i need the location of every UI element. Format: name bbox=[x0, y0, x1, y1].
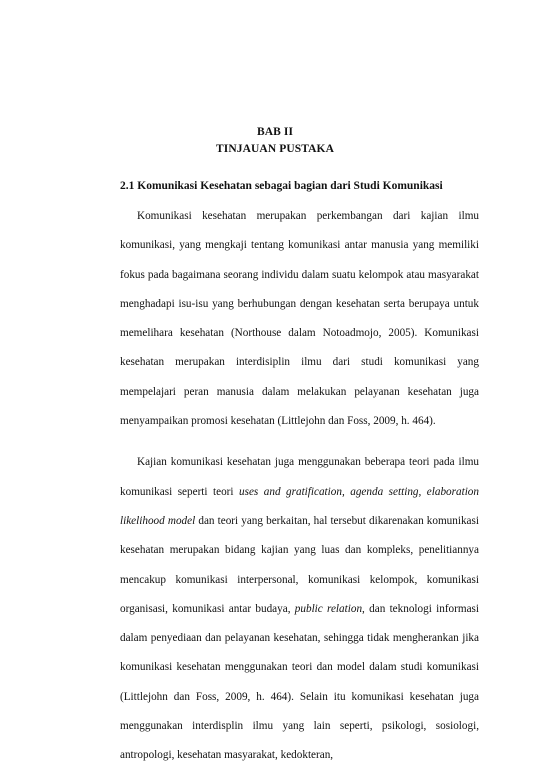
paragraph-2-text-1: Kajian komunikasi kesehatan juga menggunakan beberapa teori pada ilmu komunikasi seperti teori bbox=[120, 456, 479, 498]
chapter-title: TINJAUAN PUSTAKA bbox=[216, 143, 334, 155]
paragraph-2-italic-public-relation: public relation bbox=[294, 602, 363, 615]
paragraph-2-italic-theories: uses and gratification, agenda setting, elaboration likelihood model bbox=[120, 485, 479, 527]
paragraph-1: Komunikasi kesehatan merupakan perkembangan dari kajian ilmu komunikasi, yang mengkaji tentang komunikasi antar manusia yang memiliki fokus pada bagaimana seorang individu dalam suatu kelompok atau masyarakat menghadapi isu-isu yang berhubungan dengan kesehatan serta berupaya untuk memelihara kesehatan (Northouse dalam Notoadmojo, 2005). Komunikasi kesehatan merupakan interdisiplin ilmu dari studi komunikasi yang mempelajari peran manusia dalam melakukan pelayanan kesehatan juga menyampaikan promosi kesehatan (Littlejohn dan Foss, 2009, h. 464). bbox=[120, 210, 479, 428]
body-text bbox=[120, 202, 479, 771]
paragraph-2-text-2: dan teori yang berkaitan, hal tersebut dikarenakan komunikasi kesehatan merupakan bidang kajian yang luas dan kompleks, penelitiannya mencakup komunikasi interpersonal, komunikasi kelompok, komunikasi organisasi, komunikasi antar budaya, bbox=[120, 514, 479, 615]
paragraph-2-text-3: , dan teknologi informasi dalam penyediaan dan pelayanan kesehatan, sehingga tidak mengherankan jika komunikasi kesehatan menggunakan teori dan model dalam studi komunikasi (Littlejohn dan Foss, 2009, h. 464). Selain itu komunikasi kesehatan juga menggunakan interdisplin ilmu yang lain seperti, psikologi, sosiologi, antropologi, kesehatan masyarakat, kedokteran, bbox=[120, 602, 479, 762]
chapter-number: BAB II bbox=[256, 126, 294, 138]
paragraph-2 bbox=[120, 448, 479, 770]
section-heading: 2.1 Komunikasi Kesehatan sebagai bagian dari Studi Komunikasi bbox=[120, 180, 443, 192]
